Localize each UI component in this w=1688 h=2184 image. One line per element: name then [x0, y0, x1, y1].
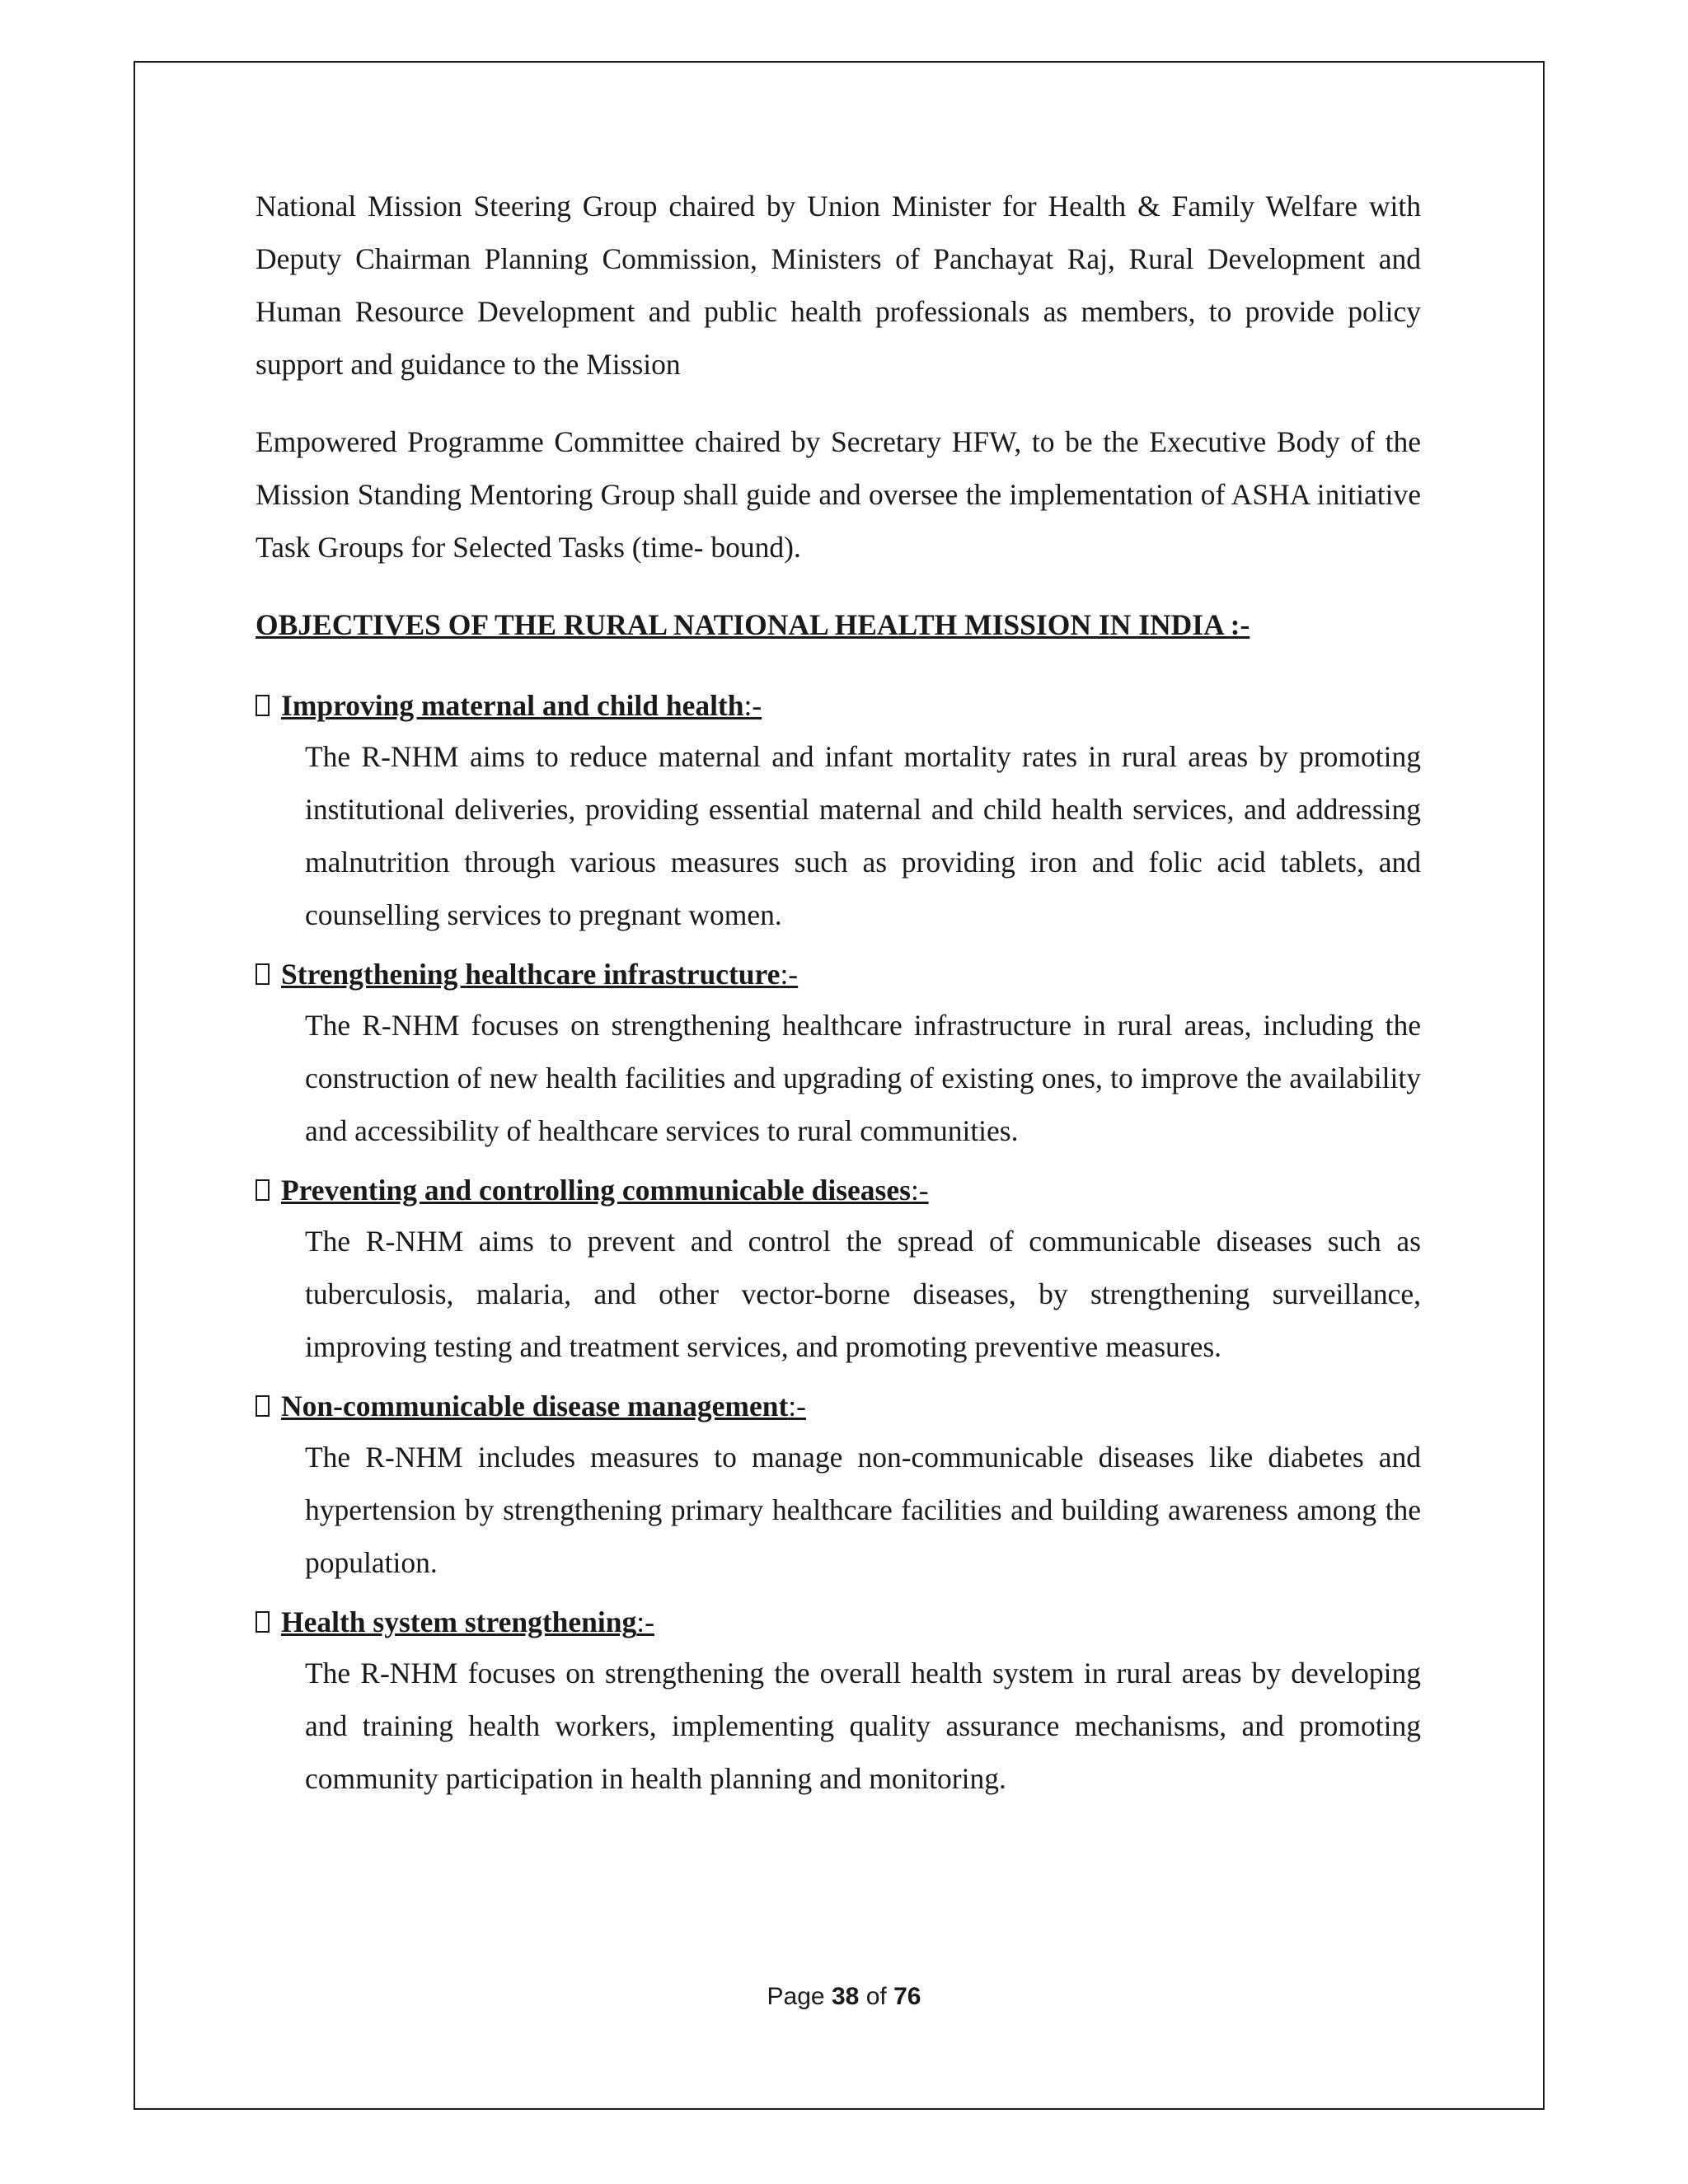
objective-suffix: :-: [780, 958, 799, 991]
section-heading: OBJECTIVES OF THE RURAL NATIONAL HEALTH MISSION IN INDIA :-: [256, 608, 1250, 641]
objective-item: [256, 1381, 1421, 1589]
objective-title-row: [256, 1381, 1421, 1431]
paragraph-programme-committee: Empowered Programme Committee chaired by Secretary HFW, to be the Executive Body of the Mission Standing Mentoring Group shall guide and oversee the implementation of ASHA initiative Task Groups for Selected Tasks (time- bound).: [256, 425, 1421, 564]
objective-item: [256, 949, 1421, 1157]
objective-suffix: :-: [788, 1390, 806, 1422]
objective-body: The R-NHM includes measures to manage non-communicable diseases like diabetes and hypertension by strengthening primary healthcare facilities and building awareness among the population.: [305, 1441, 1421, 1579]
objective-body: The R-NHM aims to reduce maternal and infant mortality rates in rural areas by promoting institutional deliveries, providing essential maternal and child health services, and addressing malnutrition through various measures such as providing iron and folic acid tablets, and counselling services to pregnant women.: [305, 740, 1421, 931]
objective-body: The R-NHM focuses on strengthening the overall health system in rural areas by developing and training health workers, implementing quality assurance mechanisms, and promoting community participation in health planning and monitoring.: [305, 1657, 1421, 1795]
paragraph-steering-group: National Mission Steering Group chaired by Union Minister for Health & Family Welfare with Deputy Chairman Planning Commission, Ministers of Panchayat Raj, Rural Development and Human Resource Development and public health professionals as members, to provide policy support and guidance to the Mission: [256, 190, 1421, 381]
objective-title: Strengthening healthcare infrastructure: [281, 958, 781, 991]
objective-title: Health system strengthening: [281, 1605, 637, 1638]
objective-item: [256, 1165, 1421, 1373]
bullet-box-icon: [256, 963, 270, 985]
bullet-box-icon: [256, 1179, 270, 1201]
objective-body: The R-NHM focuses on strengthening healthcare infrastructure in rural areas, including the construction of new health facilities and upgrading of existing ones, to improve the availability and accessibility of healthcare services to rural communities.: [305, 1009, 1421, 1147]
page-number: 38: [831, 1983, 860, 2010]
objective-title-row: [256, 681, 1421, 730]
objective-item: [256, 1597, 1421, 1805]
objective-title-row: [256, 1597, 1421, 1647]
objective-item: [256, 681, 1421, 941]
page-footer: [0, 1983, 1688, 2011]
document-body: [256, 180, 1421, 1813]
objective-title-row: [256, 949, 1421, 999]
objective-body: The R-NHM aims to prevent and control the spread of communicable diseases such as tuberculosis, malaria, and other vector-borne diseases, by strengthening surveillance, improving testing and treatment services, and promoting preventive measures.: [305, 1225, 1421, 1363]
bullet-box-icon: [256, 1395, 270, 1417]
bullet-box-icon: [256, 695, 270, 716]
total-pages: 76: [893, 1983, 921, 2010]
objective-title: Preventing and controlling communicable diseases: [281, 1174, 911, 1207]
objective-suffix: :-: [636, 1605, 654, 1638]
of-label: of: [865, 1983, 887, 2010]
objective-title: Improving maternal and child health: [281, 689, 744, 722]
objective-suffix: :-: [910, 1174, 929, 1207]
objective-title-row: [256, 1165, 1421, 1215]
page-label: Page: [767, 1983, 825, 2010]
bullet-box-icon: [256, 1611, 270, 1633]
objective-title: Non-communicable disease management: [281, 1390, 789, 1422]
objective-suffix: :-: [743, 689, 762, 722]
